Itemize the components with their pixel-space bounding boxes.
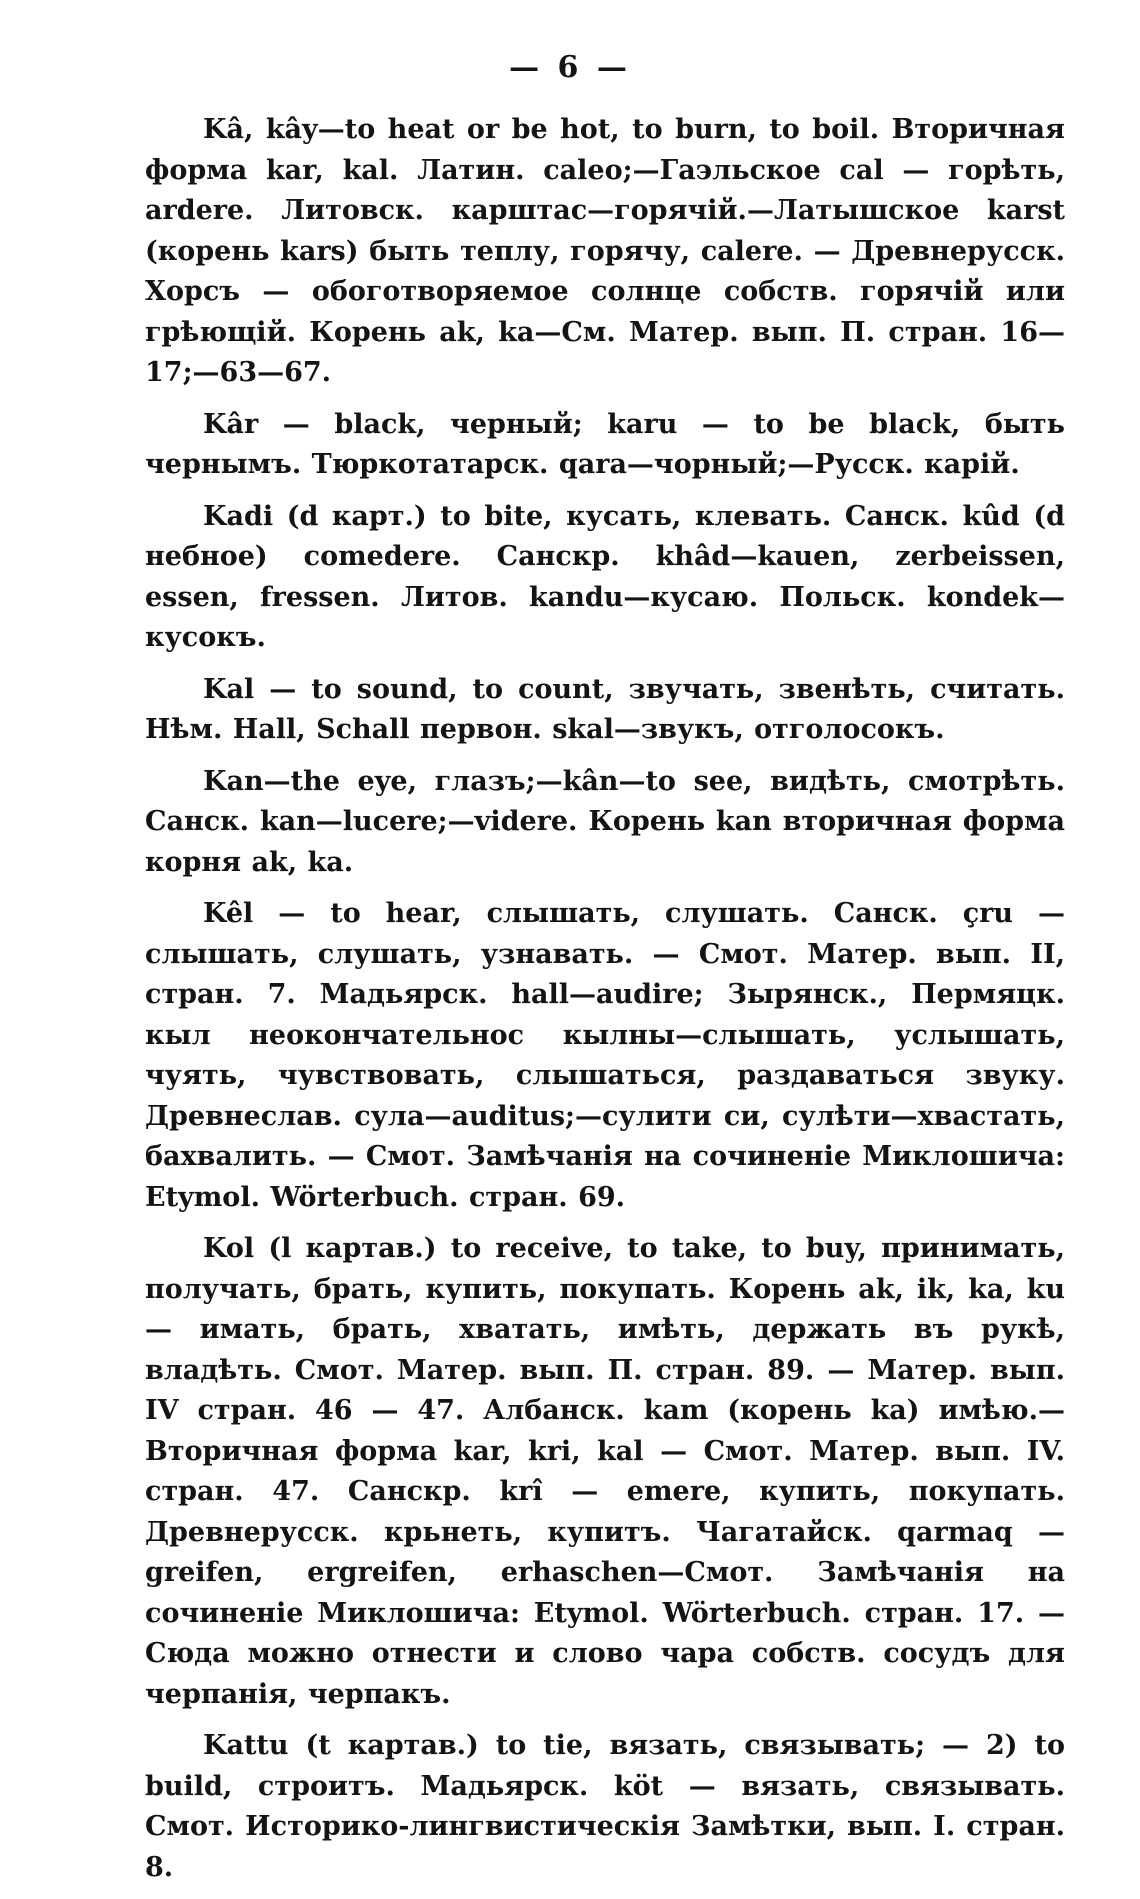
dictionary-entries bbox=[145, 110, 1065, 1899]
entry-headword: Kâ, kây bbox=[203, 114, 318, 145]
entry-headword: Kadi bbox=[203, 500, 274, 532]
entry-headword: Kattu bbox=[203, 1730, 289, 1761]
entry-headword: Kal bbox=[203, 673, 255, 705]
entry-body: (l картав.) to receive, to take, to buy, принимать, получать, брать, купить, покупать. Корень ak, ik, ka, ku — имать, брать, хватать, имѣть, держать въ рукѣ, владѣть. Смот. Матер. вып. П. стран. 89. — Матер. вып. IV стран. 46 — 47. Албанск. kam (корень ka) имѣю.—Вторичная форма kar, kri, kal — Смот. Матер. вып. IV. стран. 47. Санскр. krî — emere, купить, покупать. Древнерусск. крьнеть, купитъ. Чагатайск. qarmaq — greifen, ergreifen, erhaschen—Смот. Замѣчанія на сочиненіе Миклошича: Etymol. Wörterbuch. стран. 17. — Сюда можно отнести и слово чара собств. сосудъ для черпанія, черпакъ. bbox=[145, 1233, 1065, 1710]
entry-body: —to heat or be hot, to burn, to boil. Вторичная форма kar, kal. Латин. caleo;—Гаэльское cal — горѣть, ardere. Литовск. карштас—горячій.—Латышское karst (корень kars) быть теплу, горячу, calere. — Древнерусск. Хорсъ — обоготворяемое солнце собств. горячій или грѣющій. Корень ak, ka—См. Матер. вып. П. стран. 16—17;—63—67. bbox=[145, 114, 1065, 388]
entry-headword: Kan bbox=[203, 765, 264, 797]
entry-kadi bbox=[145, 497, 1065, 659]
entry-body: (t картав.) to tie, вязать, связывать; — 2) to build, строитъ. Мадьярск. köt — вязать, связывать. Смот. Историко-лингвистическія Замѣтки, вып. I. стран. 8. bbox=[145, 1730, 1065, 1883]
entry-kar bbox=[145, 405, 1065, 486]
entry-kal bbox=[145, 670, 1065, 751]
entry-headword: Kêl bbox=[203, 898, 254, 929]
entry-body: — to hear, слышать, слушать. Санск. çru — слышать, слушать, узнавать. — Смот. Матер. вып. II, стран. 7. Мадьярск. hall—audire; Зырянск., Пермяцк. кыл неокончательнос кылны—слышать, услышать, чуять, чувствовать, слышаться, раздаваться звуку. Древнеслав. сула—auditus;—сулити си, сулѣти—хвастать, бахвалить. — Смот. Замѣчанія на сочиненіе Миклошича: Etymol. Wörterbuch. стран. 69. bbox=[145, 898, 1065, 1213]
entry-kol bbox=[145, 1229, 1065, 1715]
page-number: — 6 — bbox=[509, 50, 631, 85]
entry-headword: Kâr bbox=[203, 408, 259, 440]
entry-body: — black, черный; karu — to be black, быть чернымъ. Тюркотатарск. qara—чорный;—Русск. карій. bbox=[145, 408, 1065, 480]
entry-kel bbox=[145, 894, 1065, 1218]
entry-body: —the eye, глазъ;—kân—to see, видѣть, смотрѣть. Санск. kan—lucere;—videre. Корень kan вторичная форма корня ak, ka. bbox=[145, 765, 1065, 878]
entry-ka bbox=[145, 110, 1065, 394]
entry-headword: Kol bbox=[203, 1233, 255, 1264]
entry-kattu bbox=[145, 1726, 1065, 1888]
entry-body: (d карт.) to bite, кусать, клевать. Санск. kûd (d небное) comedere. Санскр. khâd—kauen, zerbeissen, essen, fressen. Литов. kandu—кусаю. Польск. kondek—кусокъ. bbox=[145, 500, 1065, 653]
entry-body: — to sound, to count, звучать, звенѣть, считать. Нѣм. Hall, Schall первон. skal—звукъ, отголосокъ. bbox=[145, 673, 1065, 745]
entry-kan bbox=[145, 762, 1065, 884]
